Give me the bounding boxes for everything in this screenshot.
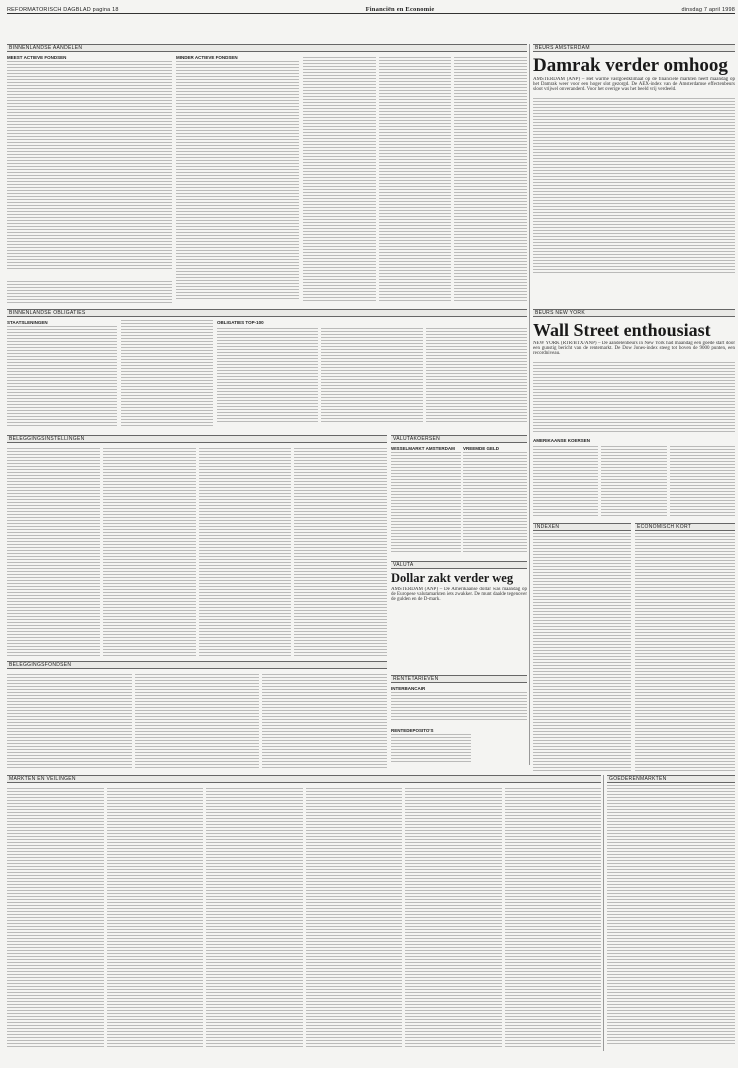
section-title: BELEGGINGSINSTELLINGEN <box>7 435 387 443</box>
market-column <box>405 788 502 1048</box>
bond-column <box>121 320 213 428</box>
column-rule <box>603 775 604 1051</box>
market-column <box>107 788 204 1048</box>
subsection-title: MINDER ACTIEVE FONDSEN <box>176 55 238 60</box>
section-title: BEURS NEW YORK <box>533 309 735 317</box>
aandelen-footnote <box>7 281 172 303</box>
bond-column <box>217 328 318 424</box>
aandelen-col-grid <box>303 55 527 303</box>
subsection-title: STAATSLENINGEN <box>7 320 48 325</box>
section-beleggingsfondsen <box>7 661 387 669</box>
section-title: BINNENLANDSE OBLIGATIES <box>7 309 527 317</box>
market-col-grid <box>7 786 601 1048</box>
bond-col-grid <box>217 326 527 424</box>
section-title: INDEXEN <box>533 523 631 531</box>
quote-column <box>601 446 666 516</box>
stock-column <box>303 57 376 303</box>
market-column <box>306 788 403 1048</box>
wisselmarkt <box>391 446 461 556</box>
section-title: BELEGGINGSFONDSEN <box>7 661 387 669</box>
quote-column <box>533 446 598 516</box>
us-quotes-grid <box>533 444 735 516</box>
section-indexen <box>533 523 631 773</box>
column-rule <box>529 44 530 765</box>
article-dollar <box>391 561 527 659</box>
section-obligaties <box>7 309 527 317</box>
stock-table <box>7 61 172 271</box>
fund-col-grid <box>7 672 387 770</box>
article-body <box>533 362 735 432</box>
article-lead: AMSTERDAM (ANP) – De Amerikaanse dollar was maandag op de Europese valutamarkten iets zwakker. De munt daalde tegenover de gulden en de D-mark. <box>391 587 527 603</box>
market-column <box>206 788 303 1048</box>
bond-column <box>426 328 527 424</box>
quote-column <box>670 446 735 516</box>
section-aandelen <box>7 44 527 52</box>
commodities-table <box>607 785 735 1045</box>
article-headline: Damrak verder omhoog <box>533 55 728 76</box>
subsection-title: INTERBANCAIR <box>391 686 426 691</box>
market-column <box>505 788 602 1048</box>
subsection-title: MEEST ACTIEVE FONDSEN <box>7 55 67 60</box>
article-damrak <box>533 44 735 273</box>
section-goederenmarkten <box>607 775 735 1045</box>
obligaties-top-100 <box>217 320 527 428</box>
bond-table <box>7 326 117 428</box>
staatsleningen <box>7 320 117 432</box>
masthead-date: dinsdag 7 april 1998 <box>681 7 735 13</box>
section-title: VALUTA <box>391 561 527 569</box>
masthead <box>7 3 735 14</box>
market-column <box>7 788 104 1048</box>
stock-column <box>379 57 452 303</box>
masthead-section-title: Financiën en Economie <box>365 6 435 13</box>
amerikaanse-koersen <box>533 438 735 518</box>
currency-table <box>463 452 527 552</box>
fund-column <box>135 674 260 770</box>
fund-col-grid <box>7 446 387 656</box>
interbancair <box>391 686 527 726</box>
section-title: BEURS AMSTERDAM <box>533 44 735 52</box>
subsection-title: AMERIKAANSE KOERSEN <box>533 438 591 443</box>
news-briefs <box>635 533 735 773</box>
fund-column <box>7 448 100 656</box>
stock-column <box>454 57 527 303</box>
fund-column <box>103 448 196 656</box>
beleggingsinstellingen-columns <box>7 446 387 656</box>
section-beleggingsinstellingen <box>7 435 387 443</box>
article-wallstreet <box>533 309 735 432</box>
vreemde-geld <box>463 446 527 556</box>
subsection-title: OBLIGATIES TOP-100 <box>217 320 264 325</box>
fund-column <box>7 674 132 770</box>
section-valutakoersen <box>391 435 527 443</box>
subsection-title: VREEMDE GELD <box>463 446 500 451</box>
fund-column <box>294 448 387 656</box>
stock-table <box>176 61 299 299</box>
section-economisch-kort <box>635 523 735 773</box>
rate-table <box>391 692 527 722</box>
article-headline: Wall Street enthousiast <box>533 320 711 340</box>
article-lead: NEW YORK (RTR/BTX/ANP) – De aandelenbeurs in New York had maandag een goede start door een gunstig bericht van de rentemarkt. De Dow Jones-index steeg tot boven de 9000 punten, een recordniveau. <box>533 341 735 357</box>
newspaper-page <box>7 3 735 1065</box>
aandelen-columns <box>303 55 527 303</box>
rate-table <box>391 734 471 764</box>
section-title: MARKTEN EN VEILINGEN <box>7 775 601 783</box>
rentedepositos <box>391 728 471 768</box>
masthead-left: REFORMATORISCH DAGBLAD pagina 18 <box>7 7 119 13</box>
section-title: ECONOMISCH KORT <box>635 523 735 531</box>
subsection-title: WISSELMARKT AMSTERDAM <box>391 446 455 451</box>
meest-actieve-fondsen <box>7 55 172 275</box>
article-lead: AMSTERDAM (ANP) – Het warme vastgoedklimaat op de financiële markten heeft maandag op het Damrak weer voor een hoger slot gezorgd. De AEX-index van de Amsterdamse effectenbeurs sloot vrijwel onveranderd. Voor het overige was het beeld vrij verdeeld. <box>533 77 735 93</box>
fund-column <box>199 448 292 656</box>
section-title: VALUTAKOERSEN <box>391 435 527 443</box>
section-title: GOEDERENMARKTEN <box>607 775 735 783</box>
section-rentetarieven <box>391 675 527 683</box>
subsection-title: RENTEDEPOSITO'S <box>391 728 434 733</box>
bond-column <box>321 328 422 424</box>
currency-table <box>391 452 461 552</box>
fund-column <box>262 674 387 770</box>
section-title: RENTETARIEVEN <box>391 675 527 683</box>
beleggingsfondsen-columns <box>7 672 387 770</box>
article-headline: Dollar zakt verder weg <box>391 571 514 585</box>
index-table <box>533 533 631 773</box>
article-body <box>533 98 735 273</box>
section-title: BINNENLANDSE AANDELEN <box>7 44 527 52</box>
minder-actieve-fondsen <box>176 55 299 303</box>
markten-columns <box>7 786 601 1048</box>
section-markten <box>7 775 601 783</box>
